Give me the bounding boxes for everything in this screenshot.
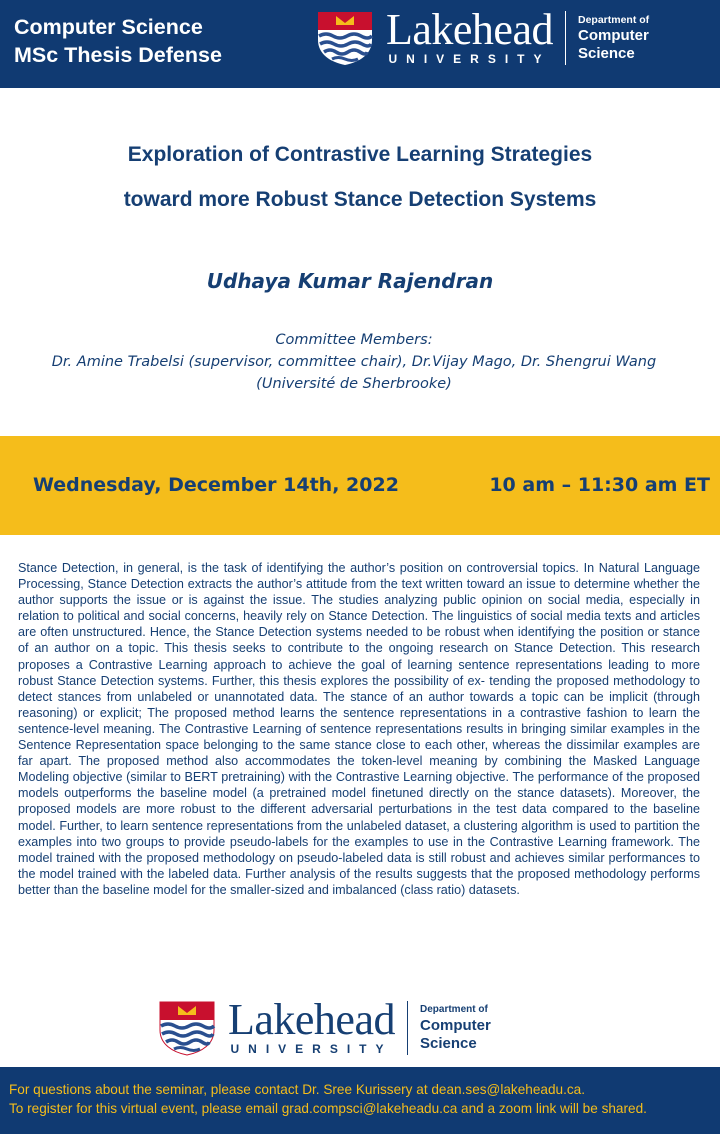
dept-line-3: Science [578,45,635,62]
committee-members: Dr. Amine Trabelsi (supervisor, committee chair), Dr.Vijay Mago, Dr. Shengrui Wang [51,354,657,370]
dept-line-1: Department of [578,14,650,26]
contact-line-1: For questions about the seminar, please contact Dr. Sree Kurissery at dean.ses@lakeheadu.ca. [9,1082,585,1097]
lakehead-logo-header [316,5,650,66]
dept-line-1: Department of [420,1004,488,1015]
presenter-name: Udhaya Kumar Rajendran [206,269,494,293]
title-line-1: Exploration of Contrastive Learning Strategies [127,143,593,166]
lakehead-shield-icon [158,1000,216,1056]
logo-wordmark [386,5,553,66]
thesis-title [0,132,720,222]
dept-line-2: Computer [420,1017,491,1034]
contact-line-2: To register for this virtual event, please email grad.compsci@lakeheadu.ca and a zoom link will be shared. [9,1101,647,1116]
abstract-text: Stance Detection, in general, is the task of identifying the author’s position on controversial topics. In Natural Language Processing, Stance Detection extracts the author’s attitude from the text written toward an issue to determine whether the author supports the issue or is against the issue. The studies analyzing public opinion on social media, especially in relation to political and social concerns, heavily rely on Stance Detection. The linguistics of social media texts and articles are often unstructured. Hence, the Stance Detection systems needed to be robust when identifying the position or stance of an author on a topic. This thesis seeks to contribute to the ongoing research on Stance Detection. This research proposes a Contrastive Learning approach to achieve the goal of learning sentence representations leading to more robust Stance Detection systems. Further, this thesis explores the possibility of ex- tending the proposed methodology to detect stances from unlabeled or unannotated data. The stance of an author towards a topic can be implicit (through reasoning) or explicit; The proposed method learns the sentence representations in a contrastive fashion to learn the sentence-level meaning. The Contrastive Learning of sentence representations results in bringing similar examples in the Sentence Representation space belonging to the same stance close to each other, whereas the dissimilar examples are far apart. The proposed method also accommodates the token-level meaning by combining the Masked Language Modeling objective (similar to BERT pretraining) with the Contrastive Learning objective. The performance of the proposed models outperforms the baseline model (a pretrained model finetuned directly on the stance datasets). Moreover, the proposed models are more robust to the different adversarial perturbations in the test data compared to the baseline model. Further, to learn sentence representations from the unlabeled dataset, a clustering algorithm is used to partition the examples into two groups to provide pseudo-labels for the examples to use in the Contrastive Learning framework. The model trained with the proposed methodology on pseudo-labeled data is still robust and achieves similar performances to the model trained with the labeled data. Further analysis of the results suggests that the proposed methodology performs better than the baseline model for the smaller-sized and imbalanced (class ratio) datasets. [18,561,700,897]
logo-name: Lakehead [228,995,395,1044]
event-time: 10 am – 11:30 am ET [489,474,710,496]
logo-university: UNIVERSITY [230,1042,393,1056]
lakehead-shield-icon [316,10,374,66]
logo-divider [407,1001,408,1055]
title-line-2: toward more Robust Stance Detection Systems [123,188,597,211]
dept-line-2: Computer [578,27,649,44]
header-line-2: MSc Thesis Defense [14,43,222,67]
dept-line-3: Science [420,1035,477,1052]
logo-name: Lakehead [386,5,553,54]
logo-department [420,1003,491,1053]
logo-wordmark [228,995,395,1056]
committee-affiliation: (Université de Sherbrooke) [256,376,452,392]
committee-heading: Committee Members: [275,332,433,348]
event-date: Wednesday, December 14th, 2022 [33,474,399,496]
header-line-1: Computer Science [14,15,203,39]
logo-department [578,13,649,63]
logo-divider [565,11,566,65]
contact-info [9,1080,715,1118]
committee-block [0,329,708,395]
logo-university: UNIVERSITY [388,52,551,66]
event-type-heading [14,13,222,69]
lakehead-logo-footer [158,995,491,1056]
